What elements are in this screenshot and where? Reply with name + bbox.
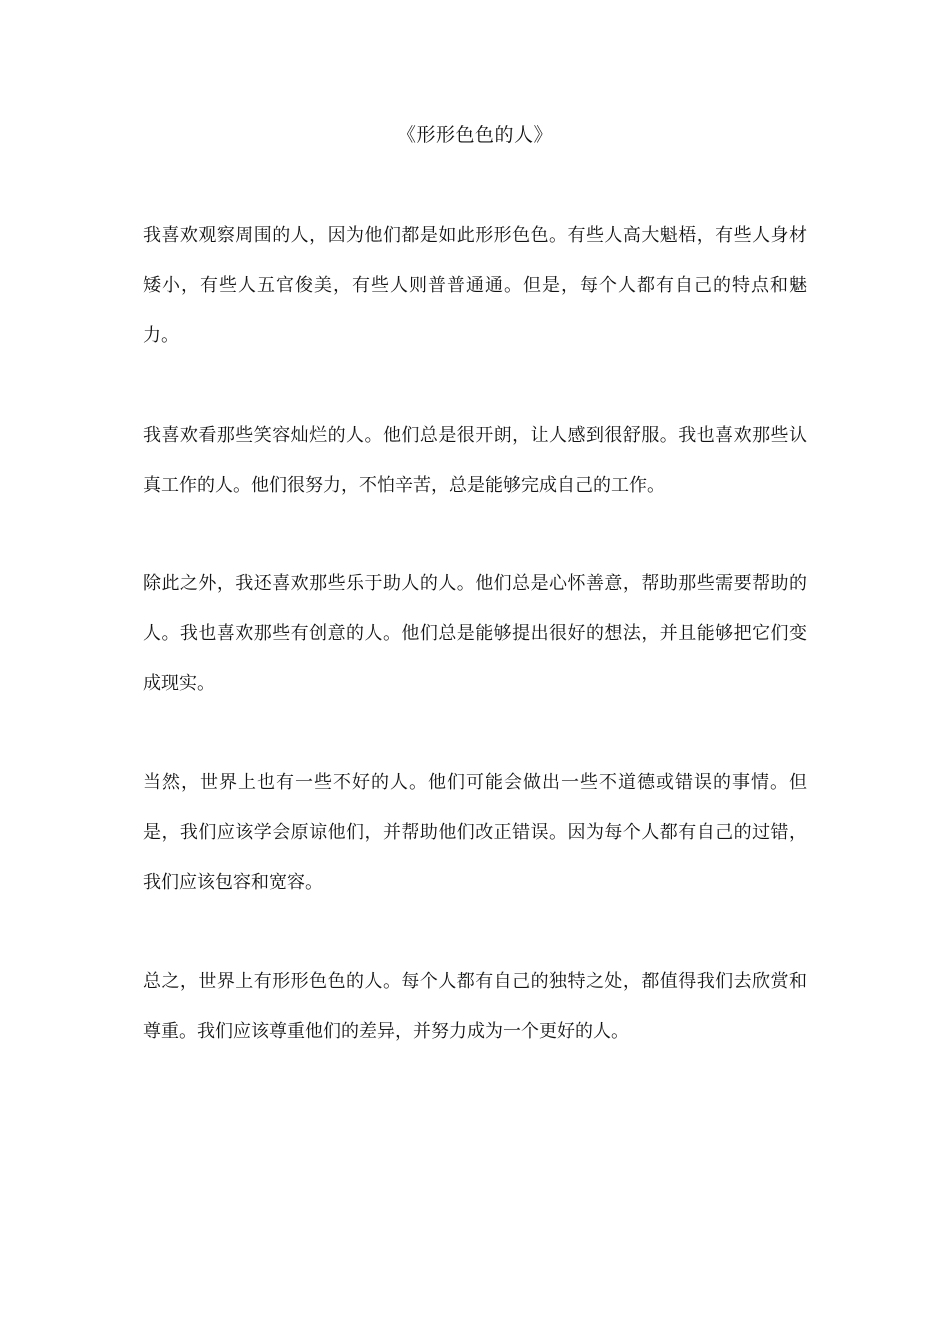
paragraph-5: 总之，世界上有形形色色的人。每个人都有自己的独特之处，都值得我们去欣赏和尊重。我们应该尊重他们的差异，并努力成为一个更好的人。 (143, 971, 807, 1042)
paragraph-1: 我喜欢观察周围的人，因为他们都是如此形形色色。有些人高大魁梧，有些人身材矮小，有些人五官俊美，有些人则普普通通。但是，每个人都有自己的特点和魅力。 (143, 225, 807, 346)
paragraph-4: 当然，世界上也有一些不好的人。他们可能会做出一些不道德或错误的事情。但是，我们应该学会原谅他们，并帮助他们改正错误。因为每个人都有自己的过错，我们应该包容和宽容。 (143, 772, 807, 893)
document-title: 《形形色色的人》 (396, 124, 553, 146)
paragraph-2: 我喜欢看那些笑容灿烂的人。他们总是很开朗，让人感到很舒服。我也喜欢那些认真工作的人。他们很努力，不怕辛苦，总是能够完成自己的工作。 (143, 425, 807, 496)
paragraph-3: 除此之外，我还喜欢那些乐于助人的人。他们总是心怀善意，帮助那些需要帮助的人。我也喜欢那些有创意的人。他们总是能够提出很好的想法，并且能够把它们变成现实。 (143, 573, 807, 694)
